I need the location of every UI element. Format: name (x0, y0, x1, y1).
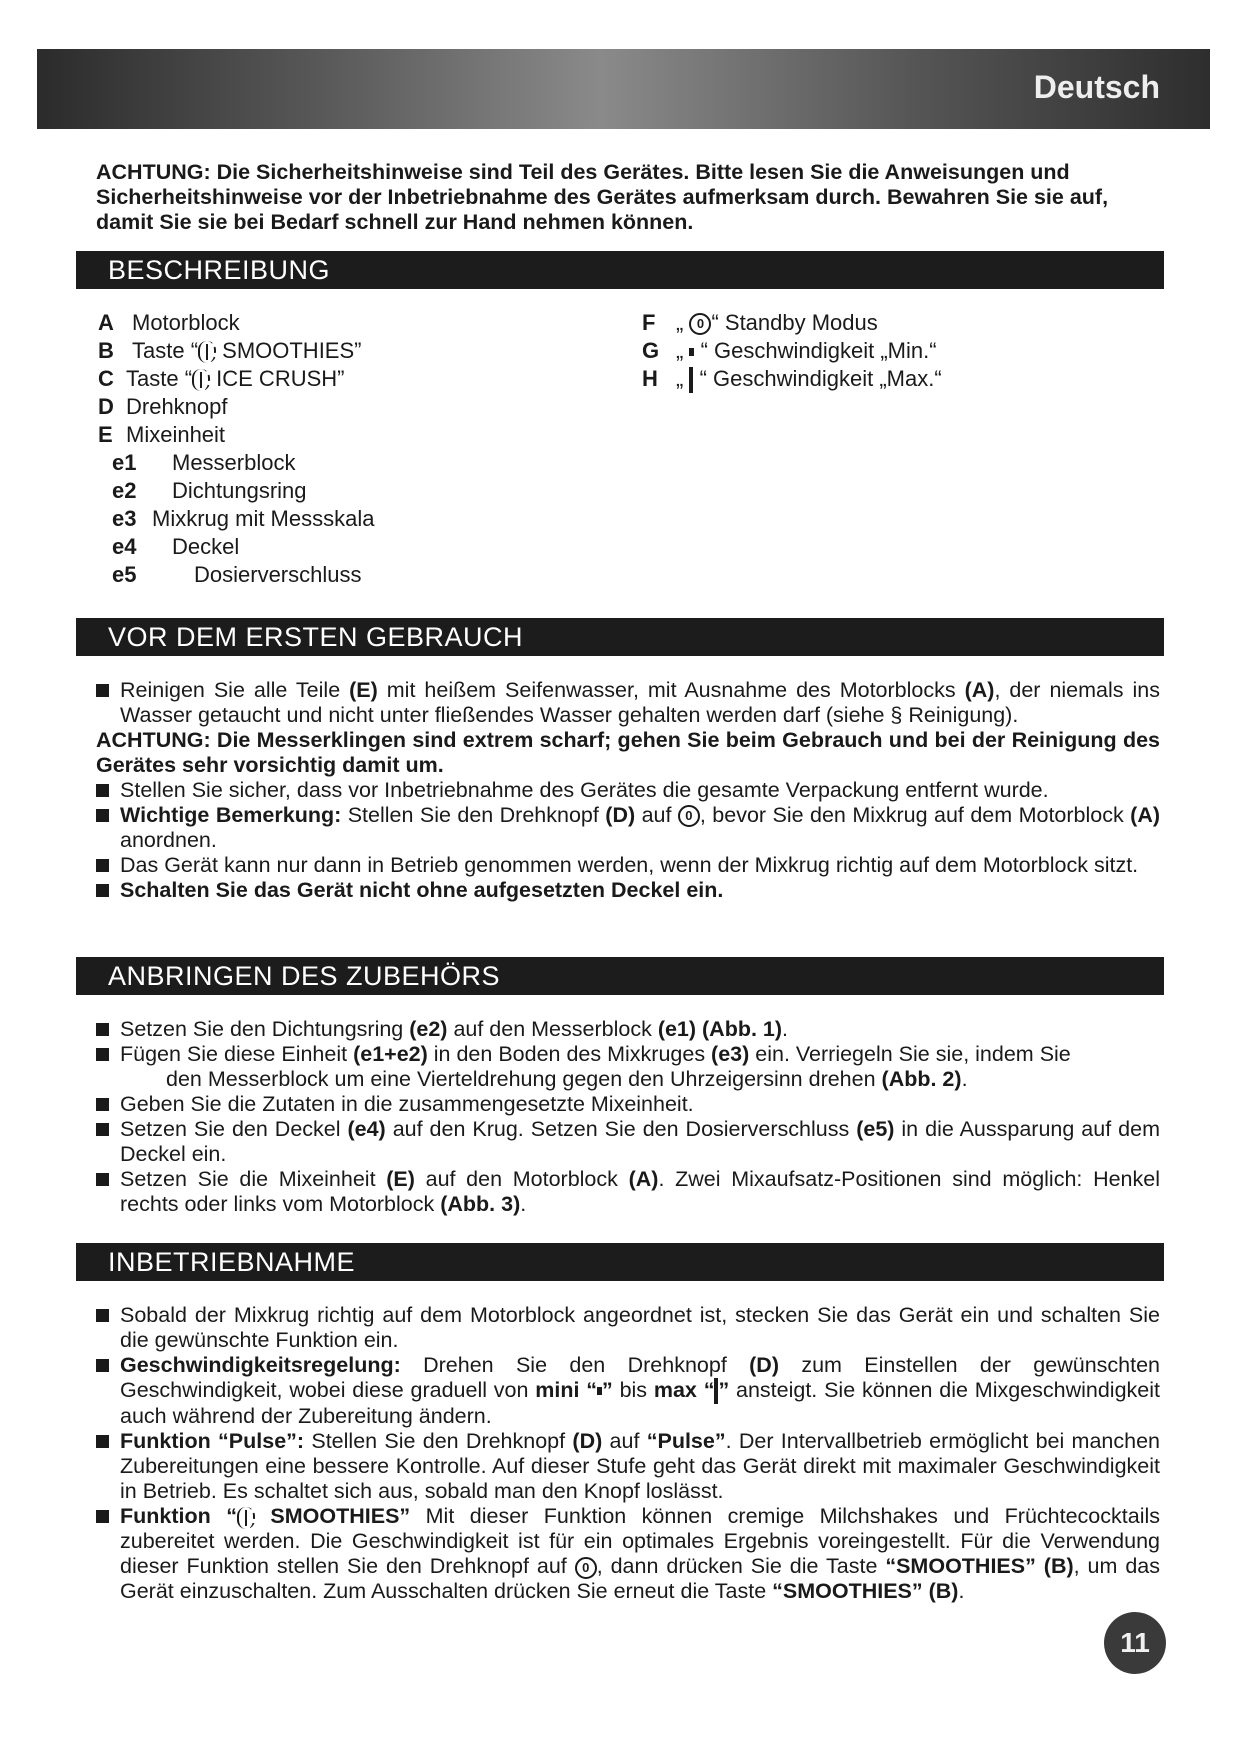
list-item: Das Gerät kann nur dann in Betrieb genommen werden, wenn der Mixkrug richtig auf dem Motorblock sitzt. (96, 853, 1160, 878)
desc-item-e2: e2 Dichtungsring (112, 478, 307, 503)
desc-item-g: G „ “ Geschwindigkeit „Min.“ (642, 338, 937, 363)
list-item: Funktion “ SMOOTHIES” Mit dieser Funktion können cremige Milchshakes und Früchtecocktails zubereitet werden. Die Geschwindigkeit ist für ein optimales Ergebnis voreingestellt. Für die Verwendung dieser Funktion stellen Sie den Drehknopf auf 0 , dann drücken Sie die Taste “SMOOTHIES” (B), um das Gerät einzuschalten. Zum Ausschalten drücken Sie erneut die Taste “SMOOTHIES” (B). (96, 1504, 1160, 1604)
desc-item-e4: e4 Deckel (112, 534, 240, 559)
desc-item-h: H „ “ Geschwindigkeit „Max.“ (642, 365, 942, 393)
desc-item-e1: e1 Messerblock (112, 450, 296, 475)
list-item: Geschwindigkeitsregelung: Drehen Sie den Drehknopf (D) zum Einstellen der gewünschten Geschwindigkeit, wobei diese graduell von mini “ ” bis max “ ” ansteigt. Sie können die Mixgeschwindigkeit auch während der Zubereitung ändern. (96, 1353, 1160, 1429)
section-heading-beschreibung: BESCHREIBUNG (76, 251, 1164, 289)
list-item: Sobald der Mixkrug richtig auf dem Motorblock angeordnet ist, stecken Sie das Gerät ein und schalten Sie die gewünschte Funktion ein. (96, 1303, 1160, 1353)
list-item: Fügen Sie diese Einheit (e1+e2) in den Boden des Mixkruges (e3) ein. Verriegeln Sie sie, indem Sie den Messerblock um eine Vierteldrehung gegen den Uhrzeigersinn drehen (Abb. 2). (96, 1042, 1160, 1092)
bar-icon (714, 1378, 718, 1404)
list-item: Schalten Sie das Gerät nicht ohne aufgesetzten Deckel ein. (96, 878, 1160, 903)
dot-icon (597, 1387, 602, 1395)
zero-icon: 0 (575, 1557, 597, 1579)
desc-item-d: D Drehknopf (98, 394, 228, 419)
section-heading-vor-gebrauch: VOR DEM ERSTEN GEBRAUCH (76, 618, 1164, 656)
section-heading-zubehoer: ANBRINGEN DES ZUBEHÖRS (76, 957, 1164, 995)
ice-crush-symbol-icon (192, 369, 210, 391)
list-item: Setzen Sie die Mixeinheit (E) auf den Motorblock (A). Zwei Mixaufsatz-Positionen sind möglich: Henkel rechts oder links vom Motorblock (Abb. 3). (96, 1167, 1160, 1217)
desc-item-e3: e3 Mixkrug mit Messskala (112, 506, 375, 531)
vor-gebrauch-list (96, 678, 1160, 903)
smoothies-symbol-icon (198, 341, 216, 363)
list-item: Setzen Sie den Deckel (e4) auf den Krug. Setzen Sie den Dosierverschluss (e5) in die Aussparung auf dem Deckel ein. (96, 1117, 1160, 1167)
zero-icon: 0 (689, 313, 711, 335)
list-item: Stellen Sie sicher, dass vor Inbetriebnahme des Gerätes die gesamte Verpackung entfernt wurde. (96, 778, 1160, 803)
zubehoer-list (96, 1017, 1160, 1217)
description-list-right (642, 309, 942, 393)
desc-item-c: C Taste “ ICE CRUSH” (98, 366, 345, 391)
inbetriebnahme-list (96, 1303, 1160, 1604)
desc-item-a: A Motorblock (98, 310, 240, 335)
header-bar (37, 49, 1210, 129)
dot-icon (689, 348, 694, 356)
zero-icon: 0 (678, 805, 700, 827)
desc-item-e5: e5 Dosierverschluss (112, 562, 362, 587)
desc-item-b: B Taste “ SMOOTHIES” (98, 338, 362, 363)
list-item: Wichtige Bemerkung: Stellen Sie den Drehknopf (D) auf 0 , bevor Sie den Mixkrug auf dem Motorblock (A) anordnen. (96, 803, 1160, 853)
description-list-left (98, 309, 374, 589)
section-heading-inbetriebnahme: INBETRIEBNAHME (76, 1243, 1164, 1281)
list-item: Funktion “Pulse”: Stellen Sie den Drehknopf (D) auf “Pulse”. Der Intervallbetrieb ermöglicht bei manchen Zubereitungen eine bessere Kontrolle. Auf dieser Stufe geht das Gerät direkt mit maximaler Geschwindigkeit in Betrieb. Es schaltet sich aus, sobald man den Knopf loslässt. (96, 1429, 1160, 1504)
smoothies-symbol-icon (237, 1507, 255, 1529)
list-item: Setzen Sie den Dichtungsring (e2) auf den Messerblock (e1) (Abb. 1). (96, 1017, 1160, 1042)
safety-warning: ACHTUNG: Die Sicherheitshinweise sind Teil des Gerätes. Bitte lesen Sie die Anweisungen und Sicherheitshinweise vor der Inbetriebnahme des Gerätes aufmerksam durch. Bewahren Sie sie auf, damit Sie sie bei Bedarf schnell zur Hand nehmen können. (96, 160, 1109, 234)
language-label: Deutsch (1033, 69, 1160, 105)
bar-icon (689, 367, 693, 393)
desc-item-f: F „ 0 “ Standby Modus (642, 310, 878, 335)
list-item: Geben Sie die Zutaten in die zusammengesetzte Mixeinheit. (96, 1092, 1160, 1117)
page-number: 11 (1104, 1612, 1166, 1674)
blade-warning: ACHTUNG: Die Messerklingen sind extrem scharf; gehen Sie beim Gebrauch und bei der Reinigung des Gerätes sehr vorsichtig damit um. (96, 728, 1160, 777)
desc-item-e: E Mixeinheit (98, 422, 226, 447)
list-item: Reinigen Sie alle Teile (E) mit heißem Seifenwasser, mit Ausnahme des Motorblocks (A), der niemals ins Wasser getaucht und nicht unter fließendes Wasser gehalten werden darf (siehe § Reinigung). (96, 678, 1160, 728)
